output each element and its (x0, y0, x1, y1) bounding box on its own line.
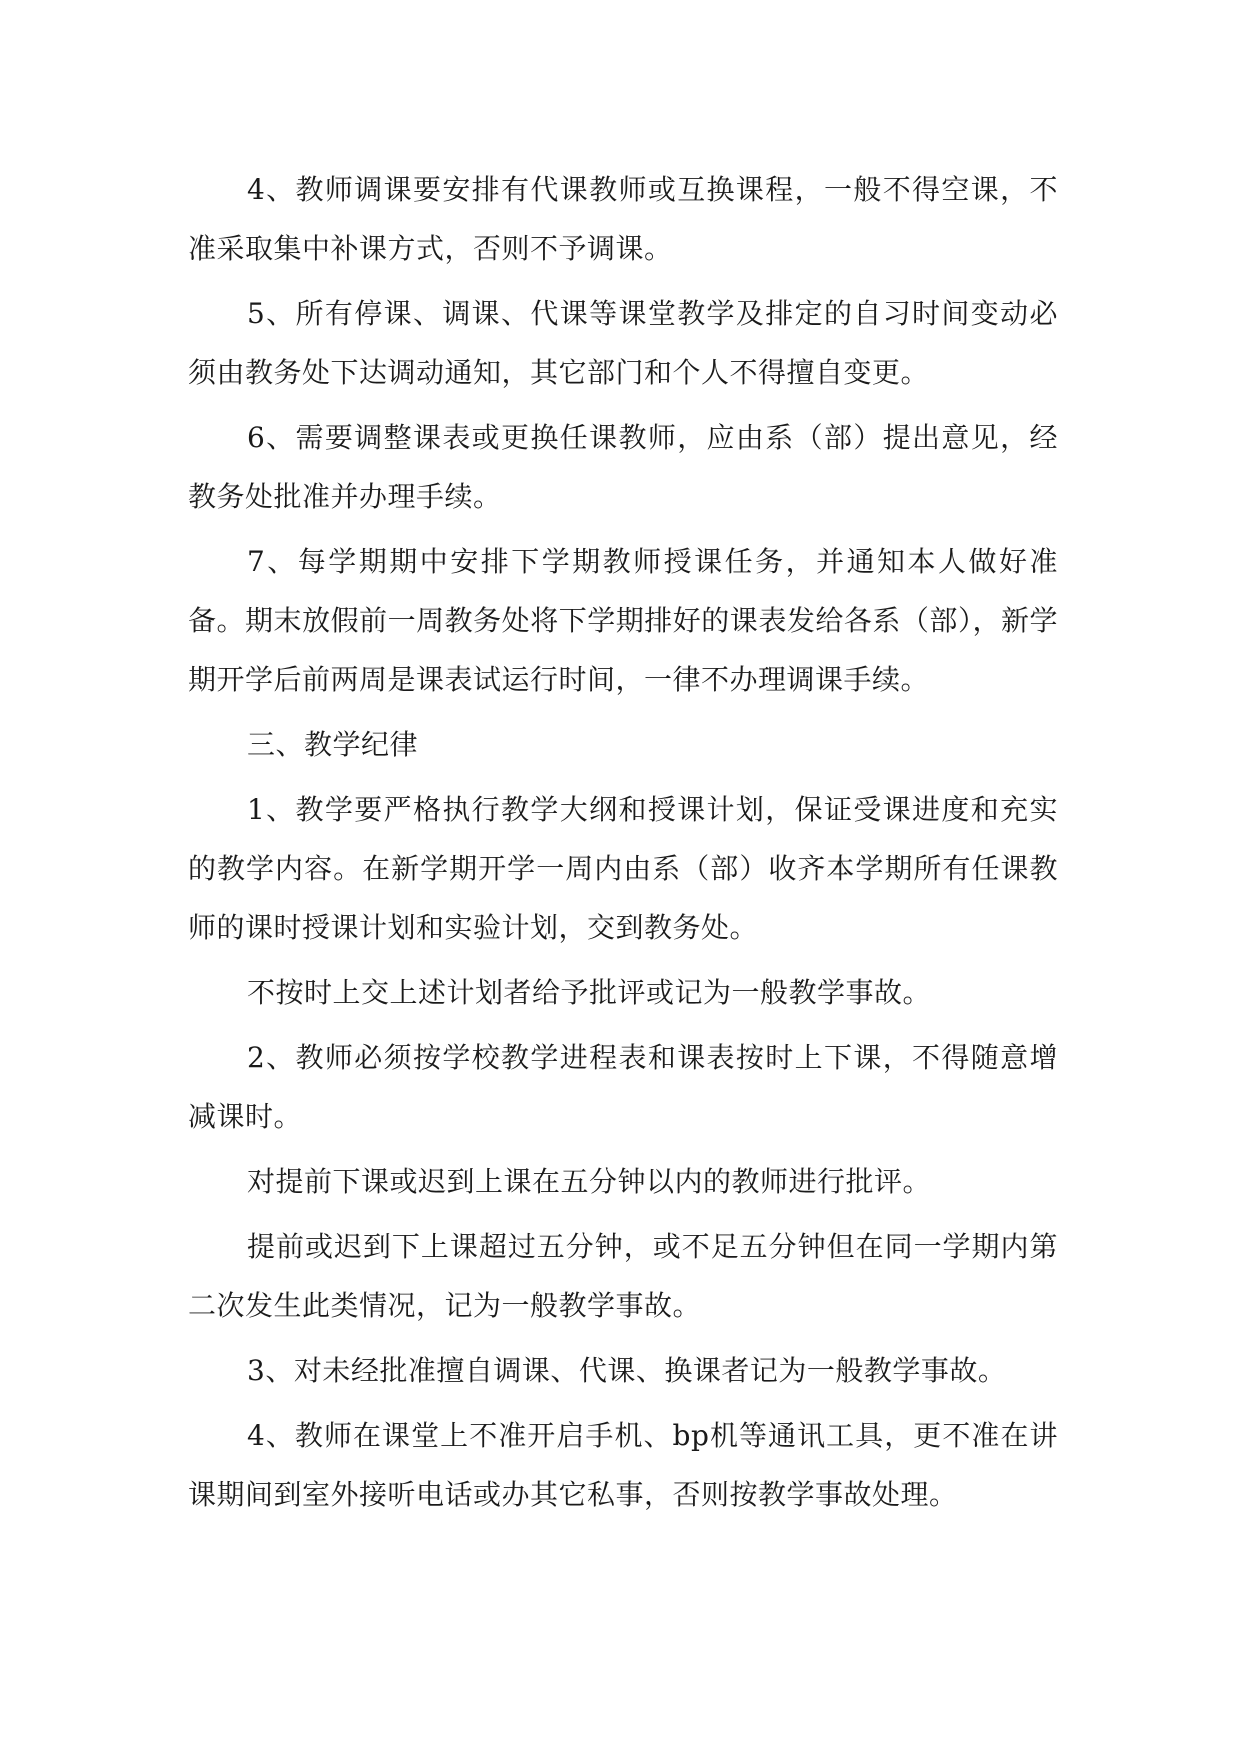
paragraph-discipline-4-phones: 4、教师在课堂上不准开启手机、bp机等通讯工具，更不准在讲课期间到室外接听电话或办其它私事，否则按教学事故处理。 (188, 1419, 1058, 1511)
paragraph-discipline-1-penalty: 不按时上交上述计划者给予批评或记为一般教学事故。 (247, 976, 932, 1009)
paragraph-discipline-3-unauthorized: 3、对未经批准擅自调课、代课、换课者记为一般教学事故。 (247, 1354, 1007, 1387)
document-body (188, 160, 1058, 1530)
section-heading-teaching-discipline: 三、教学纪律 (247, 728, 419, 761)
paragraph-rule-5-notice: 5、所有停课、调课、代课等课堂教学及排定的自习时间变动必须由教务处下达调动通知，其它部门和个人不得擅自变更。 (188, 297, 1058, 389)
paragraph-discipline-2-incident: 提前或迟到下上课超过五分钟，或不足五分钟但在同一学期内第二次发生此类情况，记为一般教学事故。 (188, 1230, 1058, 1322)
paragraph-rule-6-adjust-timetable: 6、需要调整课表或更换任课教师，应由系（部）提出意见，经教务处批准并办理手续。 (188, 421, 1058, 513)
paragraph-discipline-2-punctuality: 2、教师必须按学校教学进程表和课表按时上下课，不得随意增减课时。 (188, 1041, 1058, 1133)
paragraph-rule-7-semester-assignment: 7、每学期期中安排下学期教师授课任务，并通知本人做好准备。期末放假前一周教务处将下学期排好的课表发给各系（部），新学期开学后前两周是课表试运行时间，一律不办理调课手续。 (188, 545, 1058, 696)
paragraph-discipline-2-criticism: 对提前下课或迟到上课在五分钟以内的教师进行批评。 (247, 1165, 932, 1198)
paragraph-rule-4-schedule-change: 4、教师调课要安排有代课教师或互换课程，一般不得空课，不准采取集中补课方式，否则不予调课。 (188, 173, 1058, 265)
paragraph-discipline-1-syllabus: 1、教学要严格执行教学大纲和授课计划，保证受课进度和充实的教学内容。在新学期开学一周内由系（部）收齐本学期所有任课教师的课时授课计划和实验计划，交到教务处。 (188, 793, 1058, 944)
